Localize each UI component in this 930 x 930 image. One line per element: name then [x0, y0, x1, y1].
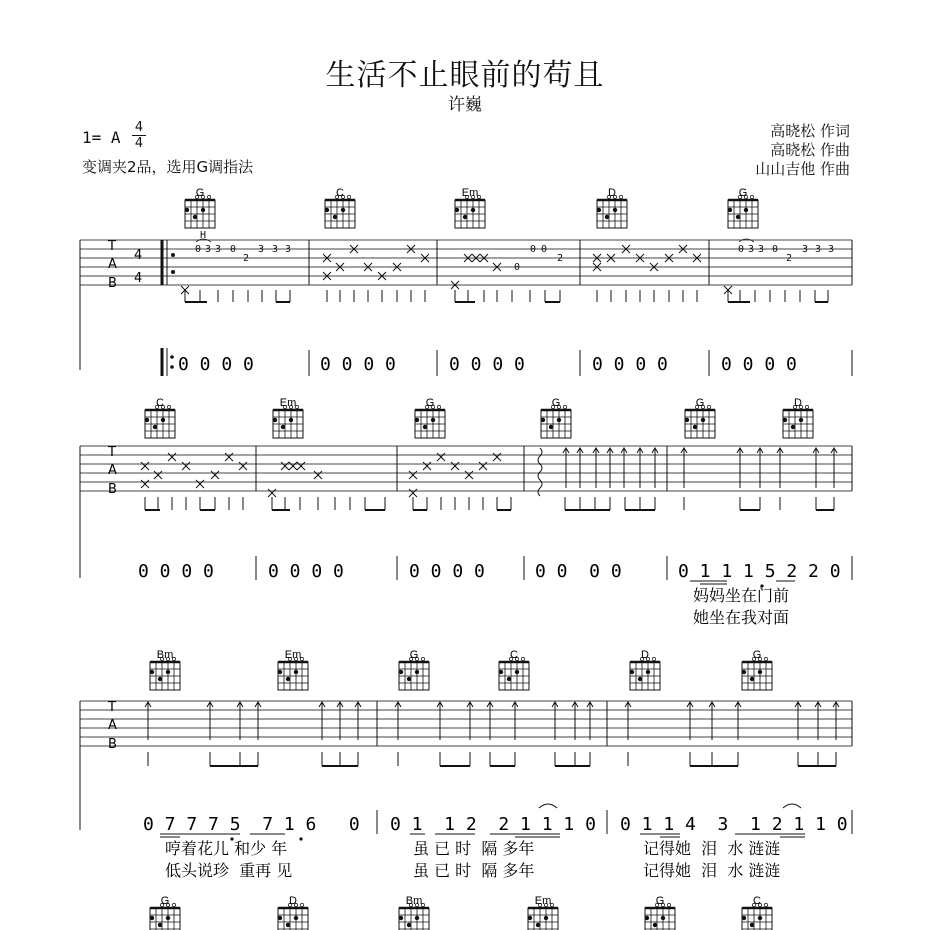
tab-letter-a: A — [108, 257, 117, 272]
finger-dot — [294, 670, 298, 674]
time-bottom: 4 — [134, 136, 144, 151]
row2-jianpu — [138, 556, 852, 627]
finger-dot — [294, 916, 298, 920]
row3-staff — [80, 700, 852, 830]
chord-name: G — [409, 649, 419, 661]
chord-diagram — [455, 187, 485, 228]
chord-name: C — [510, 649, 518, 661]
jianpu-measure: 0 0 0 0 — [268, 561, 344, 582]
song-artist: 许巍 — [448, 95, 482, 115]
finger-dot — [407, 677, 411, 681]
open-string — [172, 903, 175, 906]
chord-diagram — [728, 187, 758, 228]
fret-num: 0 — [530, 244, 537, 255]
fret-num: 3 — [272, 244, 279, 255]
finger-dot — [341, 208, 345, 212]
tab-letter-b: B — [108, 482, 117, 497]
jianpu-measure: 0 1 1 2 2 1 1 1 0 — [390, 814, 596, 835]
open-string — [667, 903, 670, 906]
lyric-line: 低头说珍 重再 见 — [165, 861, 293, 880]
tab-letter-t: T — [108, 239, 116, 254]
chord-diagram — [630, 649, 660, 690]
lyric-line: 她坐在我对面 — [693, 608, 790, 627]
fret-num: 3 — [205, 244, 212, 255]
chord-diagram — [145, 397, 175, 438]
finger-dot — [638, 677, 642, 681]
fret-num: 0 — [738, 244, 745, 255]
chord-name: C — [336, 187, 344, 199]
finger-dot — [507, 677, 511, 681]
fret-num: 3 — [748, 244, 755, 255]
finger-dot — [415, 670, 419, 674]
finger-dot — [742, 670, 746, 674]
finger-dot — [150, 670, 154, 674]
finger-dot — [653, 923, 657, 927]
rhythm-stems — [185, 290, 828, 302]
chord-name: G — [160, 895, 170, 907]
finger-dot — [463, 215, 467, 219]
chord-diagram — [783, 397, 813, 438]
credit-composer: 高晓松 作曲 — [770, 141, 850, 159]
fret-num: 3 — [828, 244, 835, 255]
finger-dot — [549, 425, 553, 429]
jianpu-measure: 0 0 0 0 — [449, 354, 525, 375]
finger-dot — [799, 418, 803, 422]
finger-dot — [742, 916, 746, 920]
finger-dot — [325, 208, 329, 212]
chord-name: C — [156, 397, 164, 409]
fret-num: 0 — [230, 244, 237, 255]
open-string — [167, 405, 170, 408]
finger-dot — [515, 670, 519, 674]
fretboard — [150, 908, 180, 930]
tab-letter-t: T — [108, 700, 116, 715]
finger-dot — [281, 425, 285, 429]
finger-dot — [661, 916, 665, 920]
finger-dot — [423, 425, 427, 429]
chord-name: Em — [534, 895, 552, 907]
finger-dot — [613, 208, 617, 212]
fretboard — [278, 908, 308, 930]
finger-dot — [185, 208, 189, 212]
fret-num: 0 — [541, 244, 548, 255]
finger-dot — [333, 215, 337, 219]
finger-dot — [201, 208, 205, 212]
chord-diagram — [150, 649, 180, 690]
finger-dot — [273, 418, 277, 422]
finger-dot — [728, 208, 732, 212]
finger-dot — [605, 215, 609, 219]
row1-staff — [80, 230, 852, 370]
tab-time-top: 4 — [134, 248, 143, 263]
finger-dot — [286, 677, 290, 681]
finger-dot — [758, 916, 762, 920]
open-string — [707, 405, 710, 408]
hammer-on-mark: H — [200, 230, 207, 241]
jianpu-measure: 0 7 7 7 5 7 1 6 0 — [143, 814, 360, 835]
tab-letter-b: B — [108, 276, 117, 291]
fretboard — [742, 908, 772, 930]
chord-name: Bm — [156, 649, 174, 661]
finger-dot — [431, 418, 435, 422]
finger-dot — [161, 418, 165, 422]
fret-num: 3 — [815, 244, 822, 255]
open-string — [764, 657, 767, 660]
finger-dot — [289, 418, 293, 422]
chord-diagram — [528, 895, 558, 930]
open-string — [750, 195, 753, 198]
chord-name: Em — [461, 187, 479, 199]
row3-jianpu — [143, 804, 852, 880]
finger-dot — [158, 677, 162, 681]
open-string — [521, 657, 524, 660]
chord-diagram — [541, 397, 571, 438]
finger-dot — [278, 916, 282, 920]
time-top: 4 — [134, 120, 144, 135]
key-label: 1= A — [82, 128, 121, 147]
fret-num: 3 — [758, 244, 765, 255]
finger-dot — [399, 916, 403, 920]
capo-note: 变调夹2品，选用G调指法 — [82, 158, 254, 176]
chord-diagram — [499, 649, 529, 690]
chord-diagram — [597, 187, 627, 228]
tab-letter-b: B — [108, 737, 117, 752]
chord-name: G — [195, 187, 205, 199]
jianpu-measure: 0 1 1 1 5 2 2 0 — [678, 561, 841, 582]
chord-diagram — [278, 649, 308, 690]
open-string — [437, 405, 440, 408]
open-string — [619, 195, 622, 198]
open-string — [764, 903, 767, 906]
finger-dot — [701, 418, 705, 422]
finger-dot — [685, 418, 689, 422]
jianpu-measure: 0 0 0 0 — [592, 354, 668, 375]
open-string — [805, 405, 808, 408]
lyric-line: 记得她 泪 水 涟涟 — [643, 861, 781, 880]
chord-diagram — [273, 397, 303, 438]
fret-num: 3 — [285, 244, 292, 255]
finger-dot — [791, 425, 795, 429]
credit-lyricist: 高晓松 作词 — [770, 122, 850, 140]
lyric-line: 妈妈坐在门前 — [693, 586, 790, 605]
chord-diagram — [742, 649, 772, 690]
finger-dot — [536, 923, 540, 927]
finger-dot — [783, 418, 787, 422]
muted-strokes — [141, 453, 501, 497]
chord-name: Em — [284, 649, 302, 661]
finger-dot — [646, 670, 650, 674]
fret-num: 2 — [557, 253, 564, 264]
chord-name: G — [551, 397, 561, 409]
chord-name: D — [641, 649, 649, 661]
fret-num: 0 — [195, 244, 202, 255]
finger-dot — [286, 923, 290, 927]
tab-letter-t: T — [108, 445, 116, 460]
open-string — [347, 195, 350, 198]
chord-name: G — [695, 397, 705, 409]
fret-num: 2 — [243, 253, 250, 264]
chord-diagram — [742, 895, 772, 930]
tab-time-bottom: 4 — [134, 271, 143, 286]
finger-dot — [415, 916, 419, 920]
finger-dot — [455, 208, 459, 212]
chord-diagram — [685, 397, 715, 438]
finger-dot — [544, 916, 548, 920]
finger-dot — [597, 208, 601, 212]
fret-num: 0 — [772, 244, 779, 255]
lyric-line: 虽 已 时 隔 多年 — [413, 839, 535, 858]
finger-dot — [158, 923, 162, 927]
row2-staff — [80, 445, 852, 578]
jianpu-measure: 0 0 0 0 — [409, 561, 485, 582]
chord-name: D — [794, 397, 802, 409]
tab-letter-a: A — [108, 463, 117, 478]
finger-dot — [150, 916, 154, 920]
finger-dot — [153, 425, 157, 429]
finger-dot — [193, 215, 197, 219]
lyric-line: 虽 已 时 隔 多年 — [413, 861, 535, 880]
finger-dot — [750, 923, 754, 927]
rhythm-stems — [145, 448, 837, 510]
jianpu-measure: 0 0 0 0 — [535, 561, 622, 582]
fret-num: 3 — [215, 244, 222, 255]
fret-num: 3 — [258, 244, 265, 255]
chord-diagram — [150, 895, 180, 930]
open-string — [652, 657, 655, 660]
fretboard — [399, 908, 429, 930]
jianpu-measure: 0 0 0 0 — [138, 561, 214, 582]
finger-dot — [541, 418, 545, 422]
chord-diagram — [399, 895, 429, 930]
chord-name: G — [655, 895, 665, 907]
chord-name: D — [608, 187, 616, 199]
finger-dot — [415, 418, 419, 422]
finger-dot — [750, 677, 754, 681]
chord-diagram — [185, 187, 215, 228]
lyric-line: 哼着花儿 和少 年 — [165, 839, 288, 858]
finger-dot — [744, 208, 748, 212]
finger-dot — [145, 418, 149, 422]
jianpu-measure: 0 0 0 0 — [721, 354, 797, 375]
tab-letter-a: A — [108, 718, 117, 733]
finger-dot — [278, 670, 282, 674]
open-string — [563, 405, 566, 408]
chord-diagram — [399, 649, 429, 690]
fret-num: 2 — [786, 253, 793, 264]
song-title: 生活不止眼前的苟且 — [325, 58, 605, 93]
chord-diagram — [325, 187, 355, 228]
fretboard — [645, 908, 675, 930]
chord-name: G — [738, 187, 748, 199]
open-string — [300, 903, 303, 906]
chord-diagram — [278, 895, 308, 930]
chord-name: Bm — [405, 895, 423, 907]
rhythm-stems — [145, 702, 839, 766]
fret-num: 3 — [802, 244, 809, 255]
chord-name: G — [425, 397, 435, 409]
finger-dot — [645, 916, 649, 920]
fretboard — [528, 908, 558, 930]
fret-num: 0 — [514, 262, 521, 273]
finger-dot — [499, 670, 503, 674]
credit-arranger: 山山吉他 作曲 — [755, 160, 850, 178]
finger-dot — [528, 916, 532, 920]
finger-dot — [399, 670, 403, 674]
jianpu-measure: 0 0 0 0 — [320, 354, 396, 375]
chord-diagram — [415, 397, 445, 438]
finger-dot — [736, 215, 740, 219]
chord-name: Em — [279, 397, 297, 409]
chord-diagram — [645, 895, 675, 930]
open-string — [207, 195, 210, 198]
finger-dot — [471, 208, 475, 212]
chord-name: D — [289, 895, 297, 907]
finger-dot — [630, 670, 634, 674]
finger-dot — [166, 916, 170, 920]
lyric-line: 记得她 泪 水 涟涟 — [643, 839, 781, 858]
finger-dot — [758, 670, 762, 674]
chord-name: C — [753, 895, 761, 907]
row1-jianpu — [162, 348, 852, 376]
jianpu-measure: 0 1 1 4 3 1 2 1 1 0 — [620, 814, 848, 835]
finger-dot — [166, 670, 170, 674]
finger-dot — [557, 418, 561, 422]
jianpu-measure: 0 0 0 0 — [178, 354, 254, 375]
finger-dot — [407, 923, 411, 927]
open-string — [421, 657, 424, 660]
chord-name: G — [752, 649, 762, 661]
finger-dot — [693, 425, 697, 429]
